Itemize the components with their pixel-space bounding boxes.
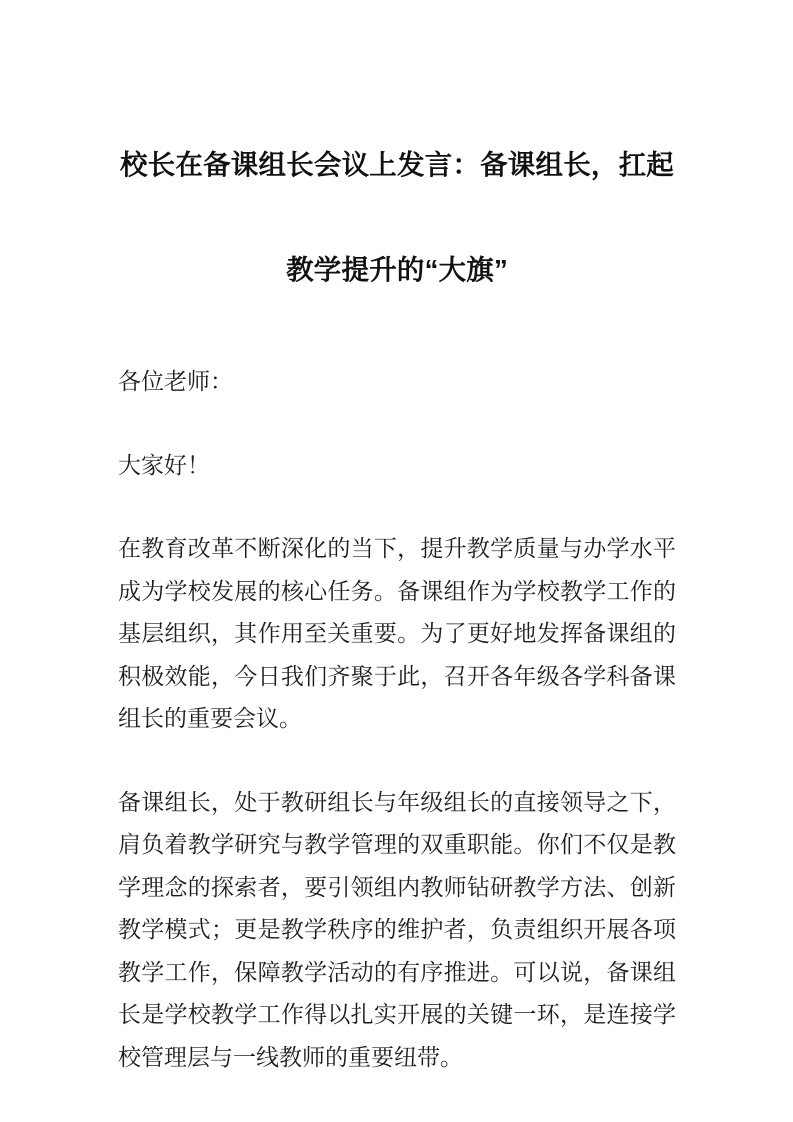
salutation-line: 各位老师： bbox=[118, 368, 233, 394]
document-title: 校长在备课组长会议上发言：备课组长，扛起教学提升的“大旗” bbox=[120, 149, 674, 285]
document-content bbox=[118, 0, 676, 1078]
body-paragraph-1: 在教育改革不断深化的当下，提升教学质量与办学水平成为学校发展的核心任务。备课组作为学校教学工作的基层组织，其作用至关重要。为了更好地发挥备课组的积极效能，今日我们齐聚于此，召开各年级各学科备课组长的重要会议。 bbox=[118, 535, 676, 731]
document-body bbox=[118, 360, 676, 1078]
greeting-line: 大家好！ bbox=[118, 451, 210, 478]
body-paragraph-2: 备课组长，处于教研组长与年级组长的直接领导之下，肩负着教学研究与教学管理的双重职能。你们不仅是教学理念的探索者，要引领组内教师钻研教学方法、创新教学模式；更是教学秩序的维护者，负责组织开展各项教学工作，保障教学活动的有序推进。可以说，备课组长是学校教学工作得以扎实开展的关键一环，是连接学校管理层与一线教师的重要纽带。 bbox=[118, 788, 676, 1070]
